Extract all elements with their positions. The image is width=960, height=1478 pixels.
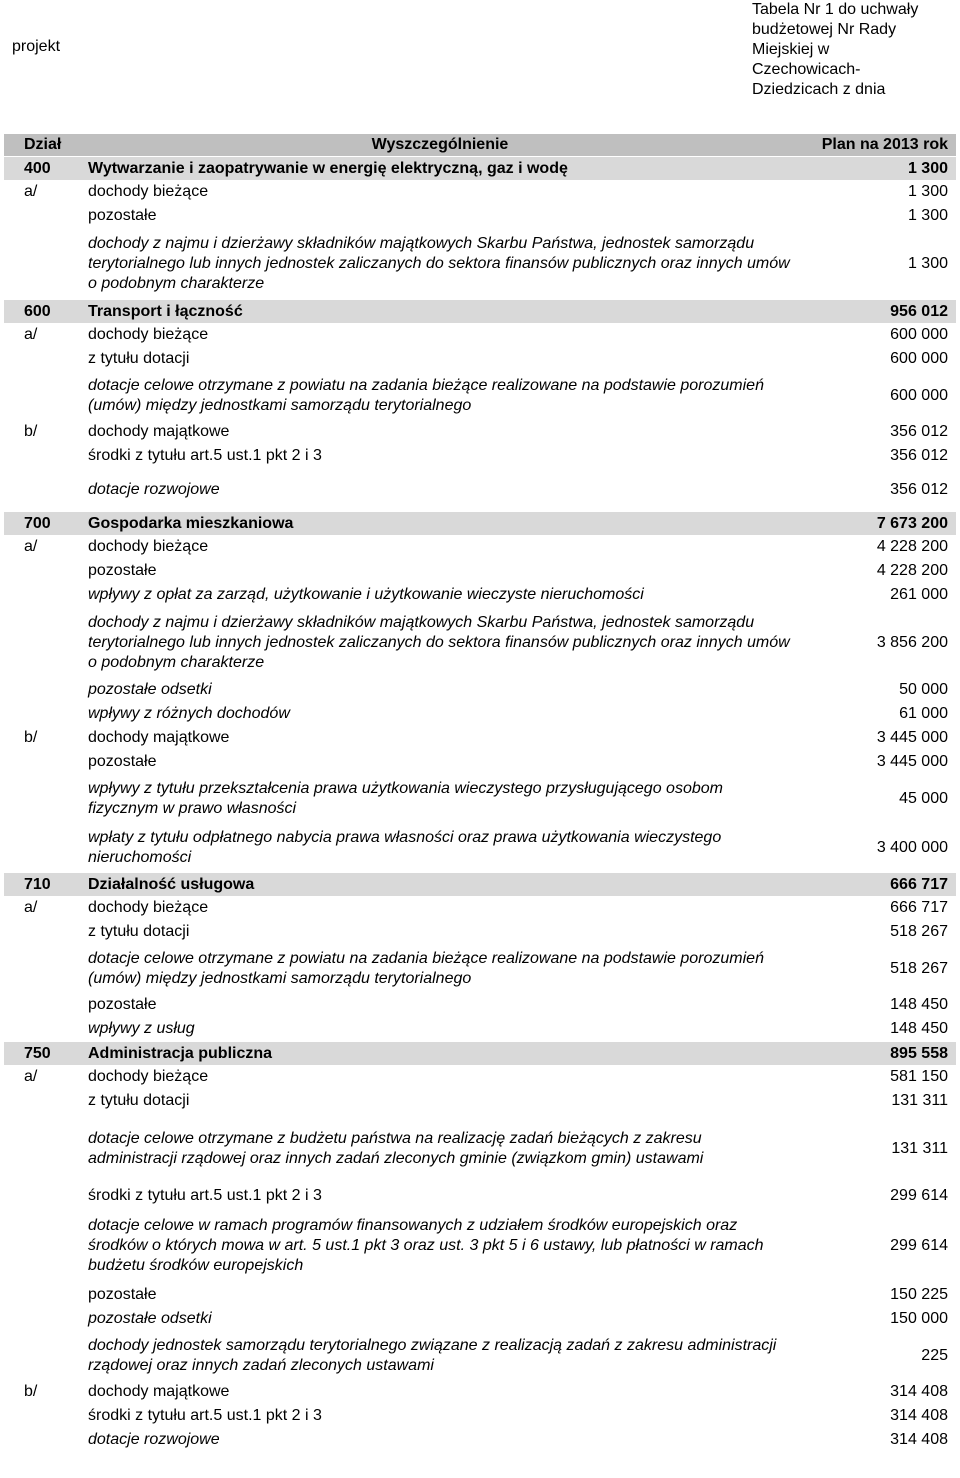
row-label: wpływy z opłat za zarząd, użytkowanie i użytkowanie wieczyste nieruchomości <box>88 586 644 603</box>
row-code: 700 <box>4 512 84 536</box>
row-value: 666 717 <box>796 873 956 897</box>
section-row <box>4 512 956 536</box>
table-row <box>4 1208 956 1283</box>
row-code <box>4 1307 84 1331</box>
row-code: a/ <box>24 183 38 200</box>
row-value: 7 673 200 <box>796 512 956 536</box>
row-label: pozostałe odsetki <box>88 681 212 698</box>
resolution-line: Dziedzicach z dnia <box>752 81 886 98</box>
row-value: 150 225 <box>890 1286 948 1303</box>
table-row <box>4 204 956 228</box>
row-value: 1 300 <box>907 207 948 224</box>
row-label: wpływy z różnych dochodów <box>88 705 290 722</box>
table-row <box>4 323 956 347</box>
row-code <box>4 678 84 702</box>
row-label: środki z tytułu art.5 ust.1 pkt 2 i 3 <box>88 1187 322 1204</box>
resolution-line: Tabela Nr 1 do uchwały <box>752 1 919 18</box>
table-row <box>4 1184 956 1208</box>
section-row <box>4 157 956 181</box>
resolution-line: Miejskiej w <box>752 41 830 58</box>
table-row <box>4 823 956 873</box>
row-value: 3 445 000 <box>876 753 948 770</box>
row-label: dotacje celowe otrzymane z powiatu na zadania bieżące realizowane na podstawie porozumień (umów) między jednostkami samorządu terytorialnego <box>88 376 764 414</box>
row-value: 895 558 <box>796 1042 956 1066</box>
column-header-plan: Plan na 2013 rok <box>796 134 956 157</box>
row-label: dochody bieżące <box>88 899 209 916</box>
column-header-dzial: Dział <box>4 134 84 157</box>
row-value: 1 300 <box>907 183 948 200</box>
row-label: dochody bieżące <box>88 1068 209 1085</box>
table-row <box>4 726 956 750</box>
row-label: z tytułu dotacji <box>88 1092 190 1109</box>
table-row <box>4 371 956 420</box>
row-label: dochody z najmu i dzierżawy składników majątkowych Skarbu Państwa, jednostek samorządu terytorialnego lub innych jednostek zaliczanych do sektora finansów publicznych oraz innych umów o podobnym charakterze <box>88 234 790 292</box>
row-value: 148 450 <box>890 1020 948 1037</box>
table-row <box>4 774 956 823</box>
table-row <box>4 1017 956 1042</box>
row-value: 148 450 <box>890 996 948 1013</box>
row-code <box>4 1404 84 1428</box>
row-label: Wytwarzanie i zaopatrywanie w energię elektryczną, gaz i wodę <box>84 157 796 181</box>
row-value: 1 300 <box>907 254 948 272</box>
row-label: dotacje celowe otrzymane z budżetu państwa na realizację zadań bieżących z zakresu administracji rządowej oraz innych zadań zleconych gminie (związkom gmin) ustawami <box>88 1129 704 1167</box>
column-header-opis: Wyszczególnienie <box>84 134 796 157</box>
row-label: Transport i łączność <box>84 300 796 324</box>
row-code <box>4 823 84 873</box>
row-value: 356 012 <box>890 480 948 498</box>
row-label: dochody majątkowe <box>88 423 230 440</box>
row-value: 314 408 <box>890 1431 948 1448</box>
row-value: 666 717 <box>890 899 948 916</box>
row-label: Administracja publiczna <box>84 1042 796 1066</box>
table-row <box>4 1331 956 1380</box>
row-code <box>4 1208 84 1283</box>
table-row <box>4 444 956 468</box>
row-code: 400 <box>4 157 84 181</box>
table-row <box>4 993 956 1017</box>
row-code <box>4 444 84 468</box>
row-value: 50 000 <box>899 681 948 698</box>
row-code <box>4 228 84 300</box>
row-label: środki z tytułu art.5 ust.1 pkt 2 i 3 <box>88 1407 322 1424</box>
row-value: 131 311 <box>891 1092 948 1109</box>
row-code: a/ <box>24 326 38 343</box>
row-code: a/ <box>24 1068 38 1085</box>
row-code <box>4 944 84 993</box>
row-value: 3 445 000 <box>876 729 948 746</box>
row-value: 299 614 <box>890 1187 948 1204</box>
row-label: pozostałe <box>88 562 157 579</box>
row-code <box>4 347 84 371</box>
row-code: a/ <box>24 899 38 916</box>
row-code <box>4 559 84 583</box>
row-code <box>4 468 84 512</box>
row-code: a/ <box>24 538 38 555</box>
row-code: 600 <box>4 300 84 324</box>
row-value: 61 000 <box>899 705 948 722</box>
row-value: 3 400 000 <box>876 838 948 856</box>
row-label: dochody majątkowe <box>88 1383 230 1400</box>
row-code <box>4 702 84 726</box>
table-row <box>4 228 956 300</box>
row-code: 750 <box>4 1042 84 1066</box>
table-row <box>4 1089 956 1113</box>
row-label: dochody bieżące <box>88 538 209 555</box>
row-code <box>4 774 84 823</box>
row-value: 314 408 <box>890 1383 948 1400</box>
row-label: wpłaty z tytułu odpłatnego nabycia prawa własności oraz prawa użytkowania wieczystego nieruchomości <box>88 828 722 866</box>
row-value: 581 150 <box>890 1068 948 1085</box>
row-label: środki z tytułu art.5 ust.1 pkt 2 i 3 <box>88 447 322 464</box>
row-value: 131 311 <box>891 1139 948 1157</box>
table-row <box>4 420 956 444</box>
row-value: 261 000 <box>890 586 948 603</box>
row-code: b/ <box>24 729 38 746</box>
row-label: Gospodarka mieszkaniowa <box>84 512 796 536</box>
budget-table <box>4 134 956 1452</box>
row-label: dochody bieżące <box>88 183 209 200</box>
row-label: dochody z najmu i dzierżawy składników majątkowych Skarbu Państwa, jednostek samorządu terytorialnego lub innych jednostek zaliczanych do sektora finansów publicznych oraz innych umów o podobnym charakterze <box>88 613 790 671</box>
row-code <box>4 920 84 944</box>
table-row <box>4 535 956 559</box>
row-code <box>4 750 84 774</box>
row-value: 600 000 <box>890 326 948 343</box>
row-label: dochody jednostek samorządu terytorialnego związane z realizacją zadań z zakresu administracji rządowej oraz innych zadań zleconych ustawami <box>88 1336 777 1374</box>
table-header <box>4 134 956 157</box>
row-code <box>4 1089 84 1113</box>
row-value: 299 614 <box>890 1236 948 1254</box>
table-row <box>4 347 956 371</box>
row-label: pozostałe <box>88 207 157 224</box>
table-row <box>4 1307 956 1331</box>
row-value: 518 267 <box>890 959 948 977</box>
row-label: z tytułu dotacji <box>88 923 190 940</box>
row-label: wpływy z usług <box>88 1020 195 1037</box>
row-code <box>4 993 84 1017</box>
row-label: pozostałe <box>88 996 157 1013</box>
row-value: 356 012 <box>890 423 948 440</box>
row-code <box>4 371 84 420</box>
table-row <box>4 1065 956 1089</box>
row-value: 600 000 <box>890 386 948 404</box>
row-value: 4 228 200 <box>876 538 948 555</box>
row-value: 225 <box>921 1346 948 1364</box>
resolution-reference <box>752 0 952 100</box>
row-value: 314 408 <box>890 1407 948 1424</box>
row-code <box>4 1184 84 1208</box>
row-label: dotacje celowe w ramach programów finansowanych z udziałem środków europejskich oraz środków o których mowa w art. 5 ust.1 pkt 3 oraz ust. 3 pkt 5 i 6 ustawy, lub płatności w ramach budżetu środków europejskich <box>88 1216 764 1274</box>
row-value: 4 228 200 <box>876 562 948 579</box>
draft-label: projekt <box>12 38 61 55</box>
table-row <box>4 559 956 583</box>
row-code: b/ <box>24 423 38 440</box>
row-label: dotacje celowe otrzymane z powiatu na zadania bieżące realizowane na podstawie porozumień (umów) między jednostkami samorządu terytorialnego <box>88 949 764 987</box>
table-row <box>4 607 956 678</box>
table-row <box>4 896 956 920</box>
table-row <box>4 1404 956 1428</box>
row-value: 518 267 <box>890 923 948 940</box>
table-row <box>4 468 956 512</box>
table-row <box>4 1380 956 1404</box>
table-row <box>4 750 956 774</box>
table-row <box>4 678 956 702</box>
table-row <box>4 944 956 993</box>
row-label: pozostałe <box>88 1286 157 1303</box>
row-code <box>4 607 84 678</box>
section-row <box>4 300 956 324</box>
row-code <box>4 204 84 228</box>
row-label: dochody majątkowe <box>88 729 230 746</box>
row-label: pozostałe odsetki <box>88 1310 212 1327</box>
row-code <box>4 1428 84 1452</box>
row-value: 45 000 <box>899 789 948 807</box>
row-label: Działalność usługowa <box>84 873 796 897</box>
row-code <box>4 583 84 607</box>
section-row <box>4 1042 956 1066</box>
row-code: 710 <box>4 873 84 897</box>
row-value: 1 300 <box>796 157 956 181</box>
table-row <box>4 1283 956 1307</box>
row-code <box>4 1283 84 1307</box>
row-value: 356 012 <box>890 447 948 464</box>
section-row <box>4 873 956 897</box>
row-value: 600 000 <box>890 350 948 367</box>
row-label: dotacje rozwojowe <box>88 1431 220 1448</box>
table-row <box>4 920 956 944</box>
row-code <box>4 1331 84 1380</box>
row-label: z tytułu dotacji <box>88 350 190 367</box>
row-code <box>4 1017 84 1042</box>
resolution-line: budżetowej Nr Rady <box>752 21 897 38</box>
table-body <box>4 157 956 1453</box>
table-row <box>4 583 956 607</box>
table-row <box>4 180 956 204</box>
row-value: 3 856 200 <box>876 633 948 651</box>
row-value: 150 000 <box>890 1310 948 1327</box>
row-label: wpływy z tytułu przekształcenia prawa użytkowania wieczystego przysługującego osobom fizycznym w prawo własności <box>88 779 723 817</box>
resolution-line: Czechowicach- <box>752 61 861 78</box>
table-row <box>4 702 956 726</box>
row-code <box>4 1113 84 1184</box>
table-row <box>4 1113 956 1184</box>
row-label: dochody bieżące <box>88 326 209 343</box>
row-code: b/ <box>24 1383 38 1400</box>
table-row <box>4 1428 956 1452</box>
row-label: dotacje rozwojowe <box>88 480 220 498</box>
row-value: 956 012 <box>796 300 956 324</box>
row-label: pozostałe <box>88 753 157 770</box>
